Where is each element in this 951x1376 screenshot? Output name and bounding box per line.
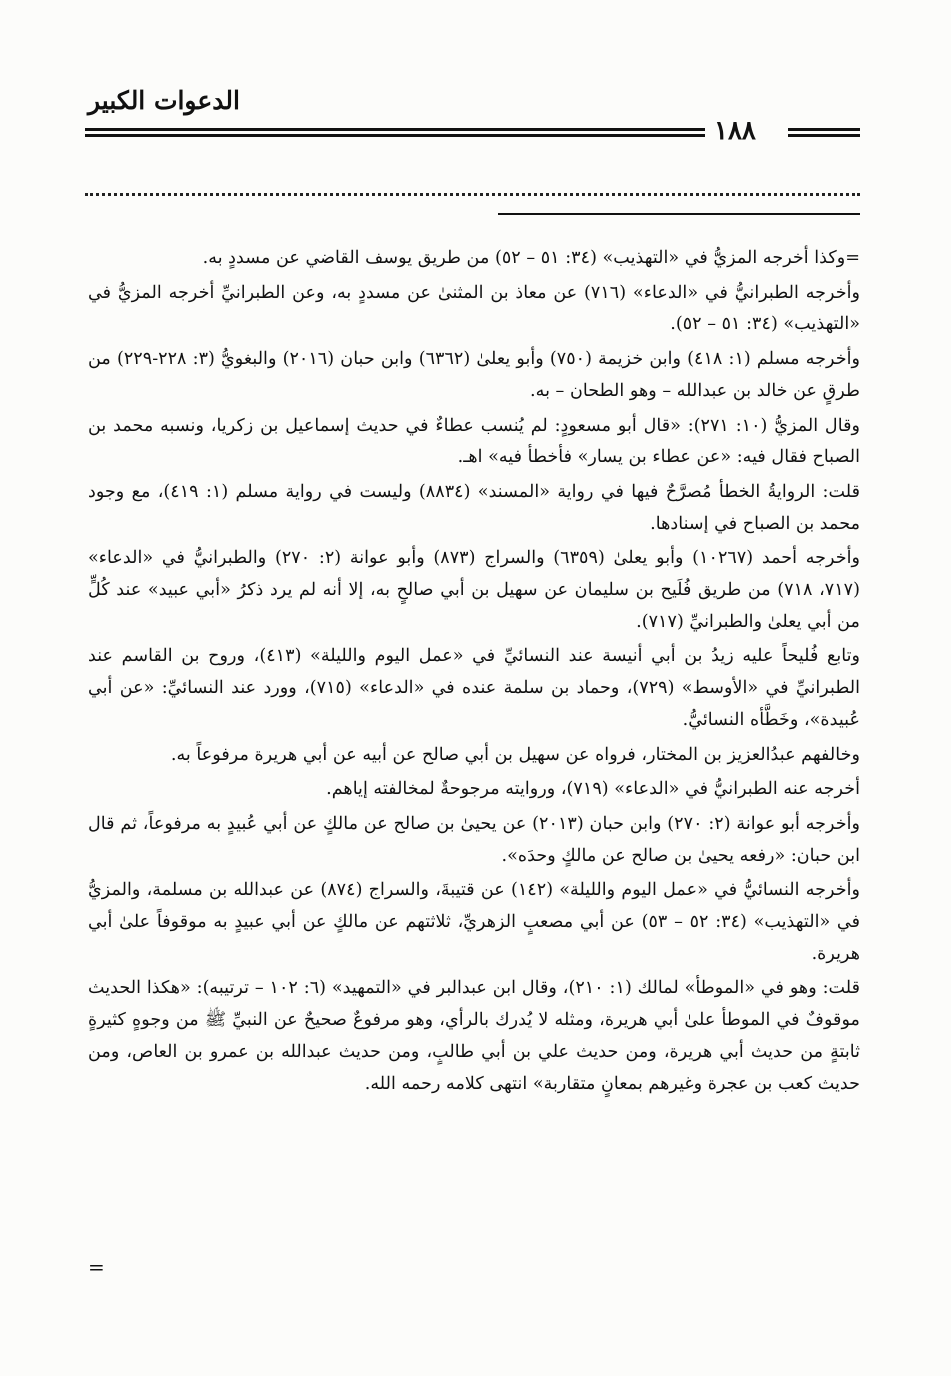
paragraph: أخرجه عنه الطبرانيُّ في «الدعاء» (٧١٩)، وروايته مرجوحةٌ لمخالفته إياهم.: [326, 779, 860, 800]
header-rule-left: [85, 128, 705, 137]
footnote-body: [88, 243, 860, 1103]
book-title: الدعوات الكبير: [88, 86, 240, 115]
continuation-marker: =: [88, 1255, 105, 1279]
header-rule-right: [788, 128, 860, 137]
paragraph: وأخرجه النسائيُّ في «عمل اليوم والليلة» (١٤٢) عن قتيبةَ، والسراج (٨٧٤) عن عبدالله بن مسلمة، والمزيُّ في «التهذيب» (٣٤: ٥٢ – ٥٣) عن أبي مصعبٍ الزهريِّ، ثلاثتهم عن مالكٍ عن أبي عبيدٍ به موقوفاً علىٰ أبي هريرة.: [88, 880, 861, 964]
paragraph: وأخرجه الطبرانيُّ في «الدعاء» (٧١٦) عن معاذ بن المثنىٰ عن مسددٍ به، وعن الطبرانيِّ أخرجه المزيُّ في «التهذيب» (٣٤: ٥١ – ٥٢).: [88, 282, 860, 335]
paragraph: وقال المزيُّ (١٠: ٢٧١): «قال أبو مسعودٍ: لم يُنسب عطاءٌ في حديث إسماعيل بن زكريا، ونسبه محمد بن الصباح فقال فيه: «عن عطاء بن يسار» فأخطأ فيه» اهـ.: [88, 415, 860, 468]
paragraph: وأخرجه أبو عوانة (٢: ٢٧٠) وابن حبان (٢٠١٣) عن يحيىٰ بن صالح عن مالكٍ عن أبي عُبيدٍ به مرفوعاً، ثم قال ابن حبان: «رفعه يحيىٰ بن صالح عن مالكٍ وحدَه».: [88, 813, 860, 866]
paragraph: =وكذا أخرجه المزيُّ في «التهذيب» (٣٤: ٥١ – ٥٢) من طريق يوسف القاضي عن مسددٍ به.: [202, 248, 860, 268]
page-number: ١٨٨: [714, 116, 756, 146]
paragraph: وأخرجه مسلم (١: ٤١٨) وابن خزيمة (٧٥٠) وأبو يعلىٰ (٦٣٦٢) وابن حبان (٢٠١٦) والبغويُّ (٣: ٢٢٨-٢٢٩) من طرقٍ عن خالد بن عبدالله – وهو الطحان – به.: [88, 349, 860, 401]
paragraph: وخالفهم عبدُالعزيز بن المختار، فرواه عن سهيل بن أبي صالح عن أبيه عن أبي هريرة مرفوعاً به.: [170, 744, 860, 765]
paragraph: وأخرجه أحمد (١٠٢٦٧) وأبو يعلىٰ (٦٣٥٩) والسراج (٨٧٣) وأبو عوانة (٢: ٢٧٠) والطبرانيُّ في «الدعاء» (٧١٧، ٧١٨) من طريق فُلَيح بن سليمان عن سهيل بن أبي صالحٍ به، إلا أنه لم يرد ذكرُ «أبي عبيد» عند كُلٍّ من أبي يعلىٰ والطبرانيِّ (٧١٧).: [88, 548, 861, 632]
paragraph: قلت: الروايةُ الخطأ مُصرَّحٌ فيها في رواية «المسند» (٨٨٣٤) وليست في رواية مسلم (١: ٤١٩)، مع وجود محمد بن الصباح في إسنادها.: [88, 481, 860, 534]
dotted-separator: [85, 193, 860, 196]
paragraph: وتابع فُليحاً عليه زيدُ بن أبي أنيسة عند النسائيِّ في «عمل اليوم والليلة» (٤١٣)، وروح بن القاسم عند الطبرانيِّ في «الأوسط» (٧٢٩)، وحماد بن سلمة عنده في «الدعاء» (٧١٥)، وورد عند النسائيِّ: «عن أبي عُبيدة»، وخَطَّأه النسائيُّ.: [88, 646, 861, 730]
footnote-rule: [498, 213, 860, 215]
paragraph: قلت: وهو في «الموطأ» لمالك (١: ٢١٠)، وقال ابن عبدالبر في «التمهيد» (٦: ١٠٢ – ترتيبه): «هكذا الحديث موقوفٌ في الموطأ علىٰ أبي هريرة، ومثله لا يُدرك بالرأي، وهو مرفوعٌ صحيحٌ عن النبيِّ ﷺ من وجوهٍ كثيرةٍ ثابتةٍ من حديث أبي هريرة، ومن حديث علي بن أبي طالبٍ، ومن حديث عبدالله بن عمرو بن العاص، ومن حديث كعب بن عجرة وغيرهم بمعانٍ متقاربة» انتهى كلامه رحمه الله.: [88, 978, 861, 1094]
